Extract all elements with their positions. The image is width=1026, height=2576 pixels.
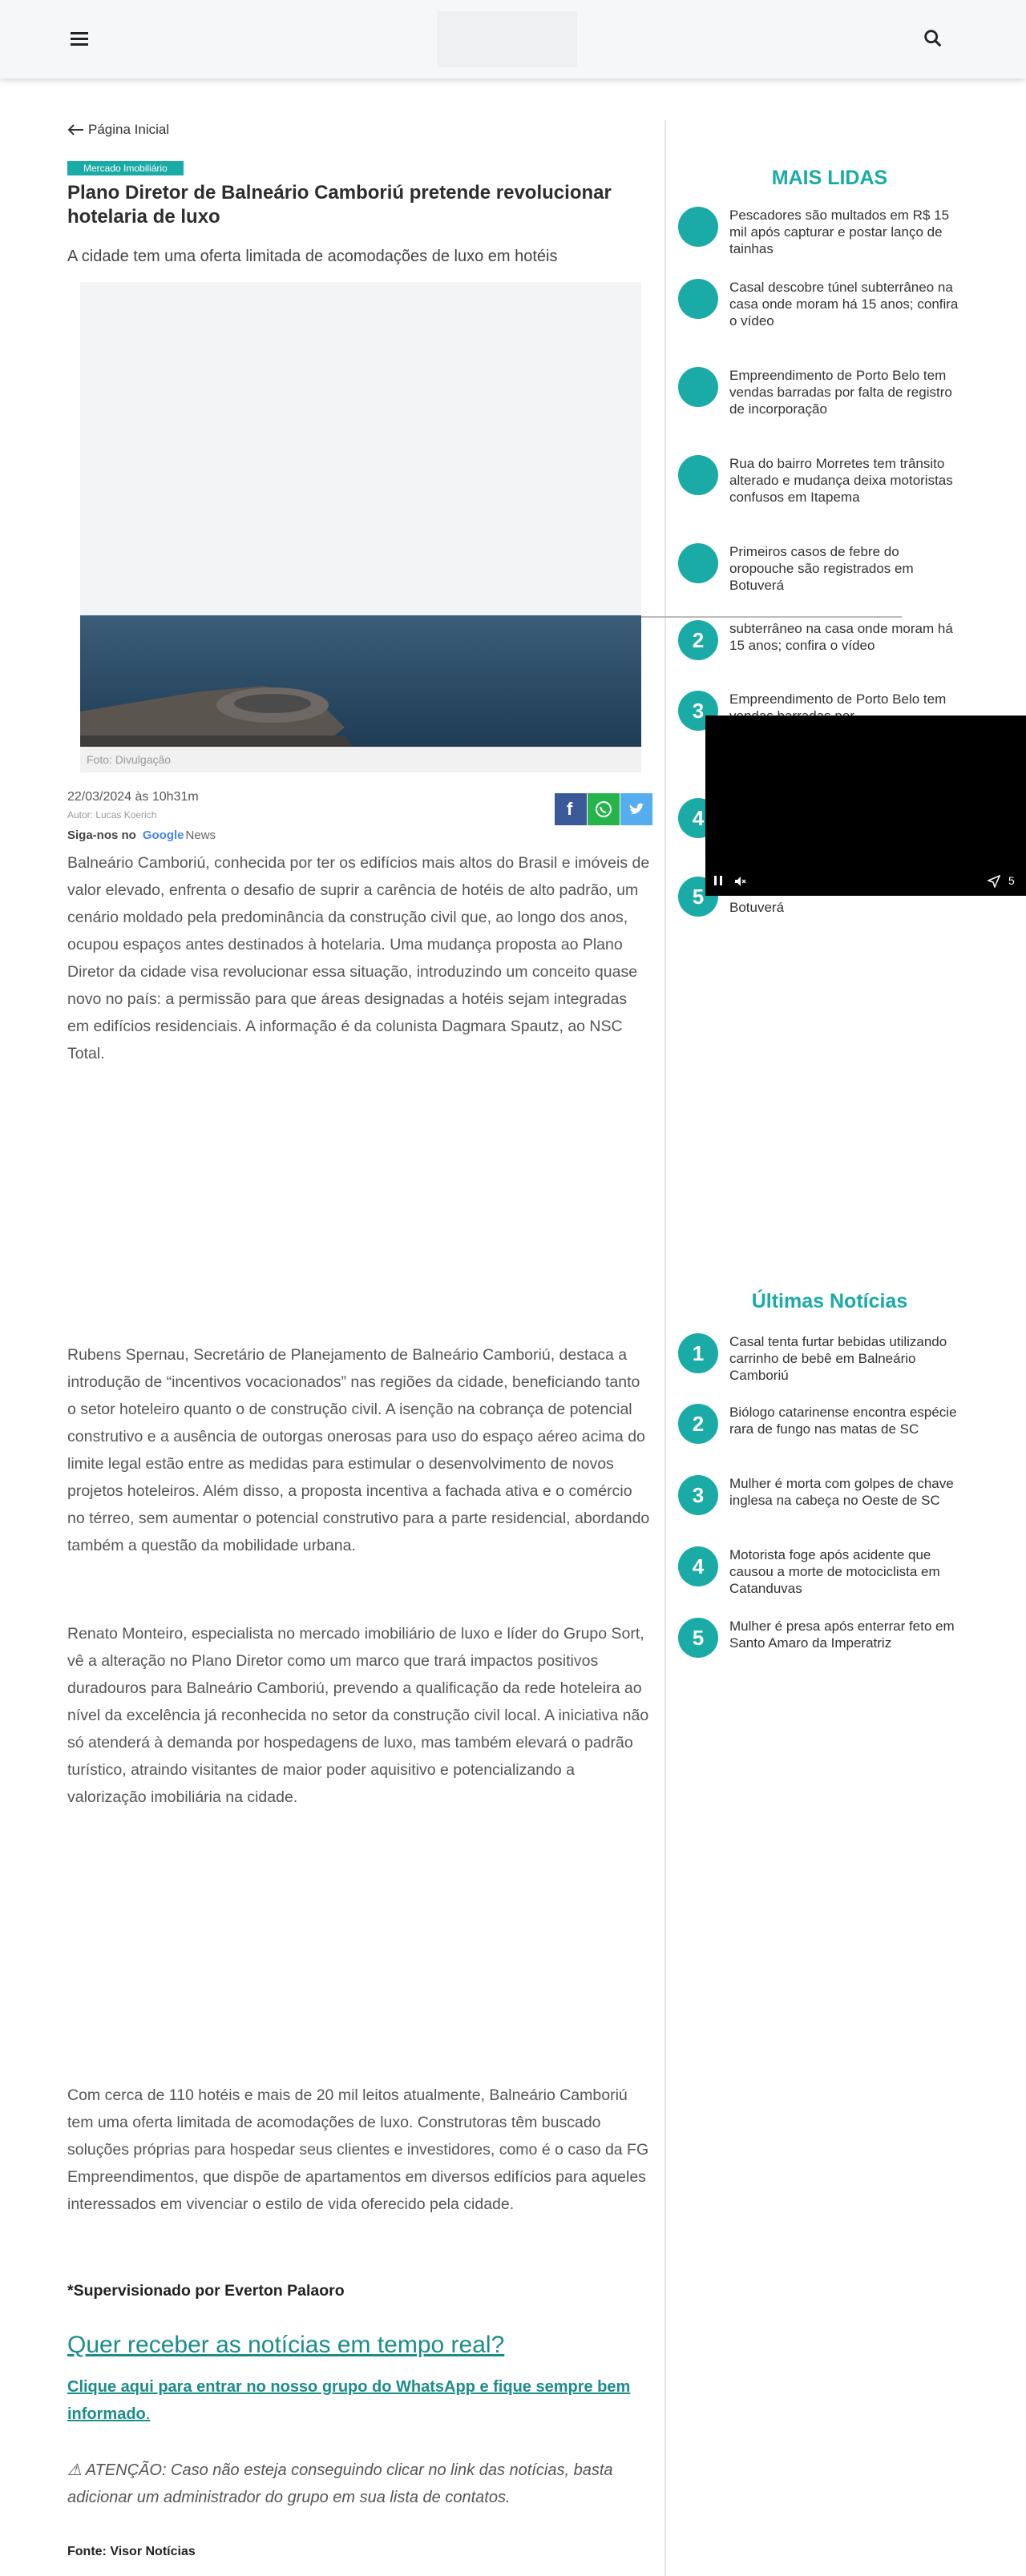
latest-news-item[interactable] (678, 1404, 967, 1444)
article-paragraph-3: Renato Monteiro, especialista no mercado imobiliário de luxo e líder do Grupo Sort, vê a alteração no Plano Diretor como um marco que trará impactos positivos duradouros para Balneário Camboriú, prevendo a qualificação da rede hoteleira ao nível da excelência já reconhecida no setor da construção civil local. A iniciativa não só atenderá à demanda por hospedagens de luxo, mas também elevará o padrão turístico, atraindo visitantes de maior poder aquisitivo e potencializando a valorização imobiliária na cidade. (67, 1625, 649, 1806)
video-counter: 5 (1008, 874, 1015, 887)
latest-news-headline[interactable]: Mulher é presa após enterrar feto em Santo Amaro da Imperatriz (729, 1619, 955, 1651)
most-read-item[interactable] (678, 620, 967, 660)
most-read-item[interactable] (678, 207, 967, 257)
site-logo[interactable] (437, 11, 577, 67)
latest-news-headline[interactable]: Motorista foge após acidente que causou a morte de motociclista em Catanduvas (729, 1547, 940, 1596)
latest-news-item[interactable] (678, 1618, 967, 1658)
image-loading-area (80, 282, 641, 615)
most-read-headline[interactable]: Primeiros casos de febre do oropouche são registrados em Botuverá (729, 544, 914, 593)
share-twitter-button[interactable] (620, 793, 652, 825)
publish-date: 22/03/2024 às 10h31m (67, 790, 199, 804)
most-read-item[interactable] (678, 543, 967, 594)
most-read-headline[interactable]: Rua do bairro Morretes tem trânsito alterado e mudança deixa motoristas confusos em Itapema (729, 456, 953, 505)
latest-news-headline[interactable]: Casal tenta furtar bebidas utilizando carrinho de bebê em Balneário Camboriú (729, 1334, 947, 1383)
google-news-prefix: Siga-nos no (67, 828, 136, 842)
pause-icon[interactable] (712, 874, 725, 887)
menu-icon[interactable] (69, 30, 90, 48)
most-read-headline[interactable]: Casal descobre túnel subterrâneo na casa onde moram há 15 anos; confira o vídeo (729, 280, 959, 329)
back-home-link[interactable] (67, 120, 169, 139)
arrow-left-icon (67, 123, 85, 136)
google-news-link[interactable] (67, 828, 216, 842)
column-divider (664, 120, 666, 2576)
rank-number: 5 (678, 877, 718, 917)
most-read-headline[interactable]: subterrâneo na casa onde moram há 15 anos; confira o vídeo (729, 621, 953, 653)
most-read-headline[interactable]: Empreendimento de Porto Belo tem vendas barradas por falta de registro de incorporação (729, 368, 952, 417)
rank-number: 4 (678, 798, 718, 838)
article-figure (80, 282, 641, 772)
most-read-item[interactable] (678, 455, 967, 506)
latest-news-item[interactable] (678, 1546, 967, 1597)
rank-number (678, 279, 718, 319)
rank-number: 3 (678, 1475, 718, 1515)
article-paragraph-1: Balneário Camboriú, conhecida por ter os edifícios mais altos do Brasil e imóveis de valor elevado, enfrenta o desafio de suprir a carência de hotéis de alto padrão, um cenário moldado pela predominância da construção civil que, ao longo dos anos, ocupou espaços antes destinados à hotelaria. Uma mudança proposta ao Plano Diretor da cidade visa revolucionar essa situação, introduzindo um conceito quase novo no país: a permissão para que áreas designadas a hotéis sejam integradas em edifícios residenciais. A informação é da colunista Dagmara Spautz, ao NSC Total. (67, 854, 650, 1062)
floating-video-player[interactable] (705, 716, 1026, 896)
most-read-title: MAIS LIDAS (771, 167, 888, 189)
news-label: News (185, 828, 216, 842)
whatsapp-group-link-text[interactable]: Clique aqui para entrar no nosso grupo do WhatsApp e fique sempre bem informado (67, 2378, 631, 2423)
rank-number: 2 (678, 620, 718, 660)
rank-number (678, 367, 718, 407)
photo-caption: Foto: Divulgação (87, 753, 172, 766)
realtime-news-cta[interactable]: Quer receber as notícias em tempo real? (67, 2332, 505, 2358)
rank-number (678, 455, 718, 495)
most-read-headline[interactable]: Pescadores são multados em R$ 15 mil após capturar e postar lanço de tainhas (729, 208, 950, 256)
most-read-headline[interactable]: Empreendimento de Porto Belo tem (729, 691, 947, 707)
article-title: Plano Diretor de Balneário Camboriú pretende revolucionar hotelaria de luxo (67, 182, 612, 228)
rank-number: 5 (678, 1618, 718, 1658)
share-whatsapp-button[interactable] (588, 793, 620, 825)
search-icon[interactable] (922, 27, 944, 50)
mute-icon[interactable] (734, 876, 747, 887)
latest-news-headline[interactable]: Mulher é morta com golpes de chave inglesa na cabeça no Oeste de SC (729, 1476, 954, 1508)
cta-period: . (145, 2405, 151, 2423)
share-facebook-button[interactable] (555, 793, 587, 825)
whatsapp-icon (594, 800, 613, 819)
pier-photo (80, 615, 641, 747)
news-source: Fonte: Visor Notícias (67, 2545, 196, 2558)
most-read-headline[interactable]: Botuverá (729, 900, 785, 915)
warning-note: ⚠ ATENÇÃO: Caso não esteja conseguindo clicar no link das notícias, basta adicionar um administrador do grupo em sua lista de contatos. (67, 2461, 613, 2506)
latest-news-item[interactable] (678, 1475, 967, 1515)
rank-number: 1 (678, 1333, 718, 1373)
whatsapp-group-link[interactable] (67, 2373, 652, 2428)
rank-number: 3 (678, 691, 718, 731)
site-header (0, 0, 1026, 79)
facebook-icon (563, 800, 578, 818)
latest-news-item[interactable] (678, 1333, 967, 1384)
rank-number (678, 543, 718, 583)
rank-number (678, 207, 718, 247)
author-name: Autor: Lucas Koerich (67, 809, 157, 820)
article-paragraph-4: Com cerca de 110 hotéis e mais de 20 mil leitos atualmente, Balneário Camboriú tem uma oferta limitada de acomodações de luxo. Construtoras têm buscado soluções próprias para hospedar seus clientes e investidores, como é o caso da FG Empreendimentos, que dispõe de apartamentos em diversos edifícios para aqueles interessados em vivenciar o estilo de vida oferecido pela cidade. (67, 2086, 649, 2213)
back-home-label: Página Inicial (88, 122, 170, 137)
rank-number: 4 (678, 1546, 718, 1586)
twitter-icon (628, 801, 645, 817)
divider-line (641, 616, 902, 618)
article-paragraph-2: Rubens Spernau, Secretário de Planejamento de Balneário Camboriú, destaca a introdução de “incentivos vocacionados” nas regiões da cidade, beneficiando tanto o setor hoteleiro quanto o de construção civil. A isenção na cobrança de potencial construtivo e a ausência de outorgas onerosas para uso do espaço aéreo acima do limite legal estão entre as medidas para estimular o desenvolvimento de novos projetos hoteleiros. Além disso, a proposta incentiva a fachada ativa e o comércio no térreo, sem aumentar o potencial construtivo para a parte residencial, abordando também a questão da mobilidade urbana. (67, 1346, 650, 1554)
most-read-item[interactable] (678, 279, 967, 329)
supervisor-note: *Supervisionado por Everton Palaoro (67, 2282, 345, 2300)
category-badge[interactable]: Mercado Imobiliário (67, 161, 184, 175)
latest-news-headline[interactable]: Biólogo catarinense encontra espécie rara de fungo nas matas de SC (729, 1405, 957, 1437)
latest-news-title: Últimas Notícias (751, 1290, 908, 1312)
share-arrow-icon[interactable] (988, 875, 1000, 888)
most-read-item[interactable] (678, 367, 967, 417)
svg-text:f: f (567, 800, 573, 818)
article-subtitle: A cidade tem uma oferta limitada de acomodações de luxo em hotéis (67, 248, 558, 265)
rank-number: 2 (678, 1404, 718, 1444)
google-logo: Google (142, 828, 184, 842)
